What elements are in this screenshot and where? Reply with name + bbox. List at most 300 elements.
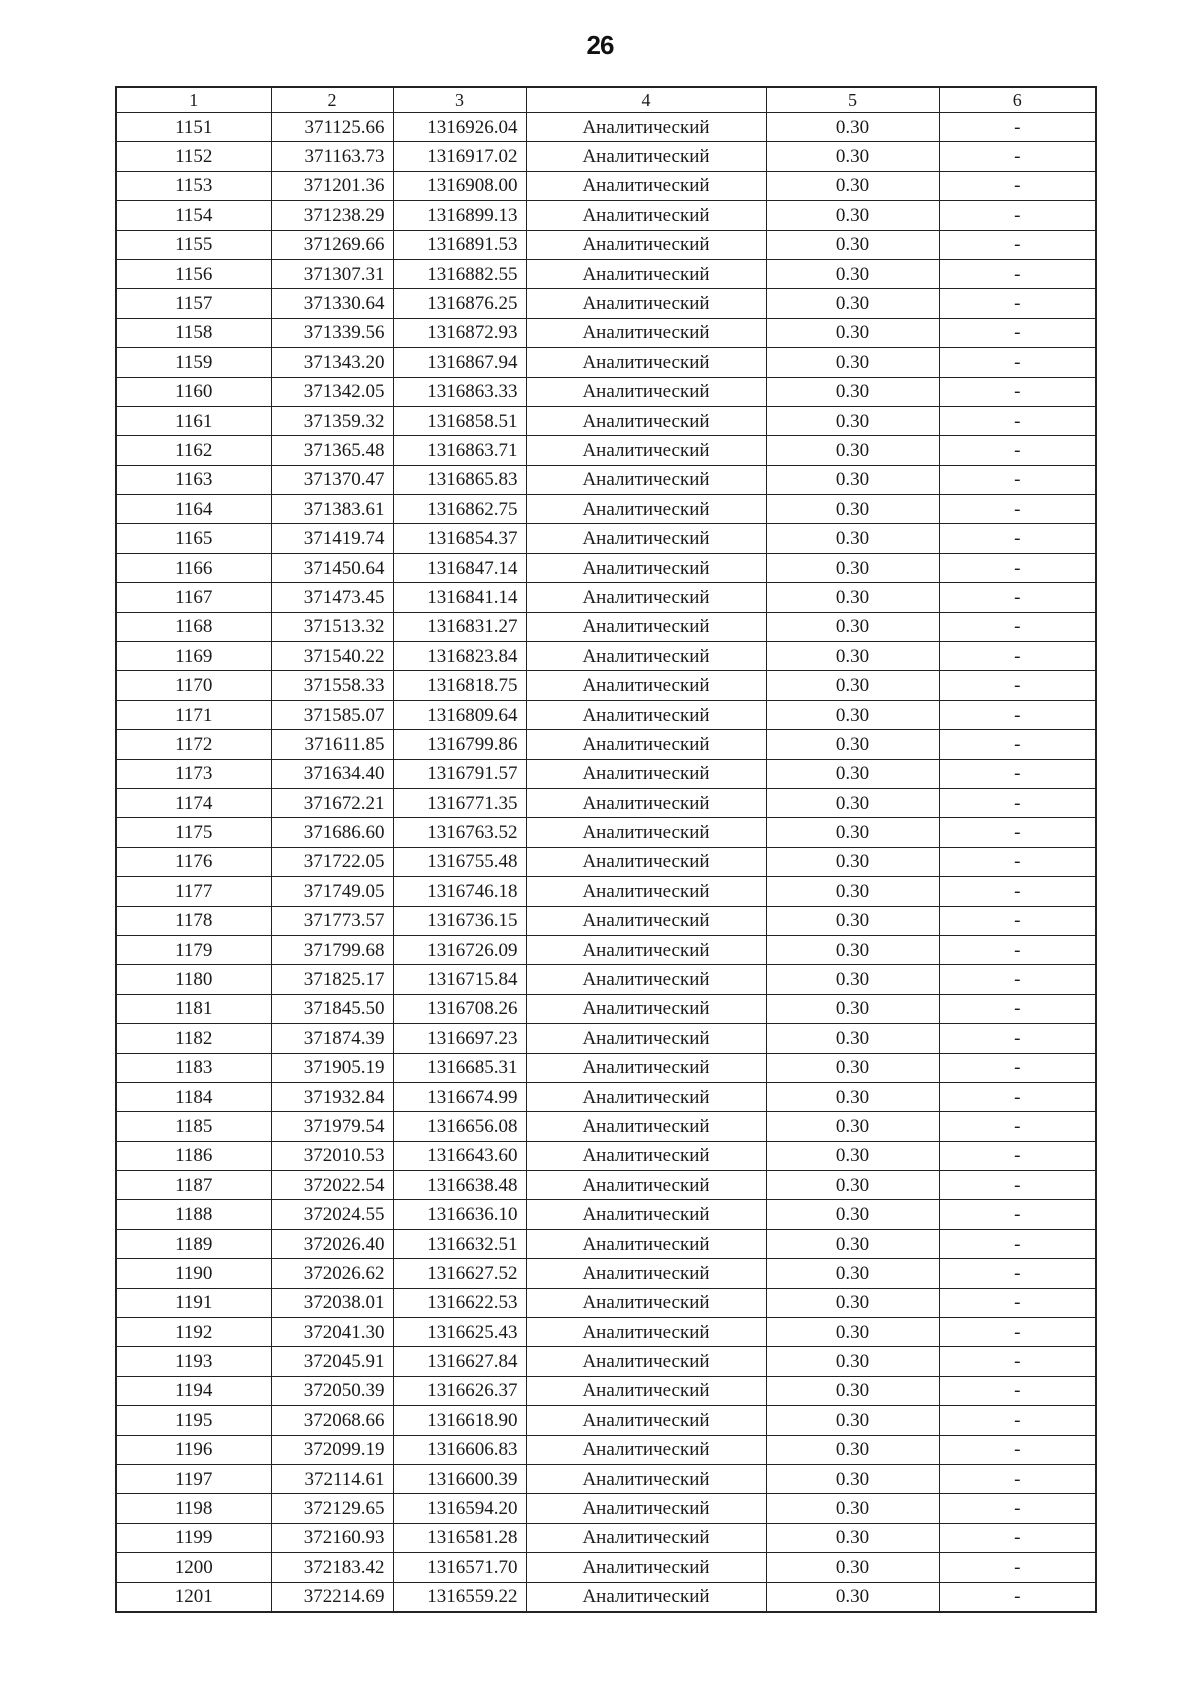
method-cell: Аналитический bbox=[526, 1082, 766, 1111]
method-cell: Аналитический bbox=[526, 259, 766, 288]
method-cell: Аналитический bbox=[526, 318, 766, 347]
point-number-cell: 1193 bbox=[116, 1347, 271, 1376]
point-number-cell: 1170 bbox=[116, 671, 271, 700]
accuracy-cell: 0.30 bbox=[766, 965, 939, 994]
description-cell: - bbox=[939, 201, 1096, 230]
accuracy-cell: 0.30 bbox=[766, 671, 939, 700]
description-cell: - bbox=[939, 259, 1096, 288]
method-cell: Аналитический bbox=[526, 553, 766, 582]
method-cell: Аналитический bbox=[526, 1523, 766, 1552]
accuracy-cell: 0.30 bbox=[766, 818, 939, 847]
description-cell: - bbox=[939, 642, 1096, 671]
description-cell: - bbox=[939, 612, 1096, 641]
table-row bbox=[116, 1553, 1096, 1582]
y-coordinate-cell: 1316799.86 bbox=[393, 730, 526, 759]
table-row bbox=[116, 553, 1096, 582]
description-cell: - bbox=[939, 1435, 1096, 1464]
point-number-cell: 1151 bbox=[116, 113, 271, 142]
description-cell: - bbox=[939, 348, 1096, 377]
point-number-cell: 1172 bbox=[116, 730, 271, 759]
y-coordinate-cell: 1316882.55 bbox=[393, 259, 526, 288]
point-number-cell: 1174 bbox=[116, 788, 271, 817]
x-coordinate-cell: 371686.60 bbox=[271, 818, 393, 847]
header-cell-5: 5 bbox=[766, 87, 939, 113]
y-coordinate-cell: 1316854.37 bbox=[393, 524, 526, 553]
x-coordinate-cell: 371585.07 bbox=[271, 700, 393, 729]
table-row bbox=[116, 377, 1096, 406]
point-number-cell: 1175 bbox=[116, 818, 271, 847]
table-row bbox=[116, 671, 1096, 700]
table-row bbox=[116, 1347, 1096, 1376]
y-coordinate-cell: 1316863.33 bbox=[393, 377, 526, 406]
y-coordinate-cell: 1316685.31 bbox=[393, 1053, 526, 1082]
table-row bbox=[116, 289, 1096, 318]
x-coordinate-cell: 371874.39 bbox=[271, 1024, 393, 1053]
description-cell: - bbox=[939, 730, 1096, 759]
y-coordinate-cell: 1316863.71 bbox=[393, 436, 526, 465]
point-number-cell: 1195 bbox=[116, 1406, 271, 1435]
point-number-cell: 1159 bbox=[116, 348, 271, 377]
accuracy-cell: 0.30 bbox=[766, 788, 939, 817]
accuracy-cell: 0.30 bbox=[766, 113, 939, 142]
accuracy-cell: 0.30 bbox=[766, 642, 939, 671]
header-cell-2: 2 bbox=[271, 87, 393, 113]
y-coordinate-cell: 1316872.93 bbox=[393, 318, 526, 347]
y-coordinate-cell: 1316891.53 bbox=[393, 230, 526, 259]
y-coordinate-cell: 1316736.15 bbox=[393, 906, 526, 935]
description-cell: - bbox=[939, 818, 1096, 847]
method-cell: Аналитический bbox=[526, 1582, 766, 1612]
accuracy-cell: 0.30 bbox=[766, 1229, 939, 1258]
method-cell: Аналитический bbox=[526, 1318, 766, 1347]
method-cell: Аналитический bbox=[526, 495, 766, 524]
description-cell: - bbox=[939, 1406, 1096, 1435]
x-coordinate-cell: 371473.45 bbox=[271, 583, 393, 612]
point-number-cell: 1192 bbox=[116, 1318, 271, 1347]
table-row bbox=[116, 1288, 1096, 1317]
x-coordinate-cell: 372038.01 bbox=[271, 1288, 393, 1317]
description-cell: - bbox=[939, 113, 1096, 142]
y-coordinate-cell: 1316636.10 bbox=[393, 1200, 526, 1229]
y-coordinate-cell: 1316627.84 bbox=[393, 1347, 526, 1376]
accuracy-cell: 0.30 bbox=[766, 348, 939, 377]
point-number-cell: 1194 bbox=[116, 1376, 271, 1405]
x-coordinate-cell: 372160.93 bbox=[271, 1523, 393, 1552]
description-cell: - bbox=[939, 289, 1096, 318]
accuracy-cell: 0.30 bbox=[766, 700, 939, 729]
y-coordinate-cell: 1316755.48 bbox=[393, 847, 526, 876]
description-cell: - bbox=[939, 1347, 1096, 1376]
accuracy-cell: 0.30 bbox=[766, 1053, 939, 1082]
point-number-cell: 1178 bbox=[116, 906, 271, 935]
point-number-cell: 1187 bbox=[116, 1171, 271, 1200]
accuracy-cell: 0.30 bbox=[766, 259, 939, 288]
method-cell: Аналитический bbox=[526, 1229, 766, 1258]
y-coordinate-cell: 1316626.37 bbox=[393, 1376, 526, 1405]
accuracy-cell: 0.30 bbox=[766, 436, 939, 465]
description-cell: - bbox=[939, 142, 1096, 171]
accuracy-cell: 0.30 bbox=[766, 759, 939, 788]
accuracy-cell: 0.30 bbox=[766, 553, 939, 582]
y-coordinate-cell: 1316674.99 bbox=[393, 1082, 526, 1111]
method-cell: Аналитический bbox=[526, 230, 766, 259]
accuracy-cell: 0.30 bbox=[766, 994, 939, 1023]
point-number-cell: 1183 bbox=[116, 1053, 271, 1082]
x-coordinate-cell: 372045.91 bbox=[271, 1347, 393, 1376]
description-cell: - bbox=[939, 318, 1096, 347]
x-coordinate-cell: 371125.66 bbox=[271, 113, 393, 142]
method-cell: Аналитический bbox=[526, 730, 766, 759]
accuracy-cell: 0.30 bbox=[766, 1141, 939, 1170]
method-cell: Аналитический bbox=[526, 671, 766, 700]
accuracy-cell: 0.30 bbox=[766, 1435, 939, 1464]
accuracy-cell: 0.30 bbox=[766, 495, 939, 524]
point-number-cell: 1200 bbox=[116, 1553, 271, 1582]
accuracy-cell: 0.30 bbox=[766, 730, 939, 759]
x-coordinate-cell: 371513.32 bbox=[271, 612, 393, 641]
accuracy-cell: 0.30 bbox=[766, 1376, 939, 1405]
description-cell: - bbox=[939, 1582, 1096, 1612]
point-number-cell: 1171 bbox=[116, 700, 271, 729]
method-cell: Аналитический bbox=[526, 1435, 766, 1464]
method-cell: Аналитический bbox=[526, 1376, 766, 1405]
y-coordinate-cell: 1316594.20 bbox=[393, 1494, 526, 1523]
accuracy-cell: 0.30 bbox=[766, 1318, 939, 1347]
x-coordinate-cell: 371672.21 bbox=[271, 788, 393, 817]
accuracy-cell: 0.30 bbox=[766, 847, 939, 876]
y-coordinate-cell: 1316697.23 bbox=[393, 1024, 526, 1053]
point-number-cell: 1167 bbox=[116, 583, 271, 612]
table-body bbox=[116, 113, 1096, 1612]
method-cell: Аналитический bbox=[526, 906, 766, 935]
method-cell: Аналитический bbox=[526, 377, 766, 406]
table-row bbox=[116, 1406, 1096, 1435]
method-cell: Аналитический bbox=[526, 436, 766, 465]
method-cell: Аналитический bbox=[526, 1024, 766, 1053]
x-coordinate-cell: 371845.50 bbox=[271, 994, 393, 1023]
point-number-cell: 1152 bbox=[116, 142, 271, 171]
method-cell: Аналитический bbox=[526, 788, 766, 817]
point-number-cell: 1157 bbox=[116, 289, 271, 318]
x-coordinate-cell: 371722.05 bbox=[271, 847, 393, 876]
method-cell: Аналитический bbox=[526, 994, 766, 1023]
method-cell: Аналитический bbox=[526, 759, 766, 788]
x-coordinate-cell: 372041.30 bbox=[271, 1318, 393, 1347]
x-coordinate-cell: 372183.42 bbox=[271, 1553, 393, 1582]
method-cell: Аналитический bbox=[526, 1053, 766, 1082]
header-row bbox=[116, 87, 1096, 113]
description-cell: - bbox=[939, 524, 1096, 553]
point-number-cell: 1177 bbox=[116, 877, 271, 906]
point-number-cell: 1196 bbox=[116, 1435, 271, 1464]
description-cell: - bbox=[939, 965, 1096, 994]
method-cell: Аналитический bbox=[526, 935, 766, 964]
table-row bbox=[116, 495, 1096, 524]
x-coordinate-cell: 371343.20 bbox=[271, 348, 393, 377]
description-cell: - bbox=[939, 1141, 1096, 1170]
description-cell: - bbox=[939, 465, 1096, 494]
x-coordinate-cell: 372214.69 bbox=[271, 1582, 393, 1612]
point-number-cell: 1181 bbox=[116, 994, 271, 1023]
method-cell: Аналитический bbox=[526, 1141, 766, 1170]
description-cell: - bbox=[939, 700, 1096, 729]
point-number-cell: 1176 bbox=[116, 847, 271, 876]
accuracy-cell: 0.30 bbox=[766, 877, 939, 906]
point-number-cell: 1158 bbox=[116, 318, 271, 347]
accuracy-cell: 0.30 bbox=[766, 583, 939, 612]
table-row bbox=[116, 201, 1096, 230]
accuracy-cell: 0.30 bbox=[766, 1406, 939, 1435]
x-coordinate-cell: 372026.40 bbox=[271, 1229, 393, 1258]
x-coordinate-cell: 371749.05 bbox=[271, 877, 393, 906]
description-cell: - bbox=[939, 877, 1096, 906]
header-cell-4: 4 bbox=[526, 87, 766, 113]
table-row bbox=[116, 1435, 1096, 1464]
point-number-cell: 1165 bbox=[116, 524, 271, 553]
description-cell: - bbox=[939, 583, 1096, 612]
description-cell: - bbox=[939, 994, 1096, 1023]
x-coordinate-cell: 371307.31 bbox=[271, 259, 393, 288]
y-coordinate-cell: 1316746.18 bbox=[393, 877, 526, 906]
method-cell: Аналитический bbox=[526, 847, 766, 876]
y-coordinate-cell: 1316726.09 bbox=[393, 935, 526, 964]
table-row bbox=[116, 348, 1096, 377]
accuracy-cell: 0.30 bbox=[766, 1024, 939, 1053]
method-cell: Аналитический bbox=[526, 1112, 766, 1141]
x-coordinate-cell: 371163.73 bbox=[271, 142, 393, 171]
table-row bbox=[116, 700, 1096, 729]
table-row bbox=[116, 759, 1096, 788]
table-row bbox=[116, 1259, 1096, 1288]
method-cell: Аналитический bbox=[526, 965, 766, 994]
point-number-cell: 1164 bbox=[116, 495, 271, 524]
point-number-cell: 1199 bbox=[116, 1523, 271, 1552]
table-header bbox=[116, 87, 1096, 113]
y-coordinate-cell: 1316926.04 bbox=[393, 113, 526, 142]
table-row bbox=[116, 230, 1096, 259]
y-coordinate-cell: 1316600.39 bbox=[393, 1464, 526, 1493]
y-coordinate-cell: 1316656.08 bbox=[393, 1112, 526, 1141]
accuracy-cell: 0.30 bbox=[766, 1582, 939, 1612]
x-coordinate-cell: 371558.33 bbox=[271, 671, 393, 700]
table-row bbox=[116, 259, 1096, 288]
description-cell: - bbox=[939, 671, 1096, 700]
y-coordinate-cell: 1316831.27 bbox=[393, 612, 526, 641]
accuracy-cell: 0.30 bbox=[766, 1171, 939, 1200]
method-cell: Аналитический bbox=[526, 1200, 766, 1229]
y-coordinate-cell: 1316862.75 bbox=[393, 495, 526, 524]
x-coordinate-cell: 372114.61 bbox=[271, 1464, 393, 1493]
x-coordinate-cell: 371540.22 bbox=[271, 642, 393, 671]
method-cell: Аналитический bbox=[526, 700, 766, 729]
method-cell: Аналитический bbox=[526, 1553, 766, 1582]
y-coordinate-cell: 1316763.52 bbox=[393, 818, 526, 847]
y-coordinate-cell: 1316858.51 bbox=[393, 406, 526, 435]
table-row bbox=[116, 935, 1096, 964]
y-coordinate-cell: 1316899.13 bbox=[393, 201, 526, 230]
description-cell: - bbox=[939, 1523, 1096, 1552]
point-number-cell: 1186 bbox=[116, 1141, 271, 1170]
description-cell: - bbox=[939, 1318, 1096, 1347]
method-cell: Аналитический bbox=[526, 1288, 766, 1317]
description-cell: - bbox=[939, 1024, 1096, 1053]
method-cell: Аналитический bbox=[526, 642, 766, 671]
coordinates-table bbox=[115, 86, 1097, 1613]
table-row bbox=[116, 818, 1096, 847]
accuracy-cell: 0.30 bbox=[766, 1259, 939, 1288]
point-number-cell: 1160 bbox=[116, 377, 271, 406]
point-number-cell: 1156 bbox=[116, 259, 271, 288]
accuracy-cell: 0.30 bbox=[766, 1553, 939, 1582]
description-cell: - bbox=[939, 495, 1096, 524]
x-coordinate-cell: 372022.54 bbox=[271, 1171, 393, 1200]
description-cell: - bbox=[939, 906, 1096, 935]
x-coordinate-cell: 371419.74 bbox=[271, 524, 393, 553]
table-row bbox=[116, 1582, 1096, 1612]
table-row bbox=[116, 318, 1096, 347]
accuracy-cell: 0.30 bbox=[766, 1494, 939, 1523]
y-coordinate-cell: 1316632.51 bbox=[393, 1229, 526, 1258]
accuracy-cell: 0.30 bbox=[766, 171, 939, 200]
description-cell: - bbox=[939, 847, 1096, 876]
x-coordinate-cell: 371979.54 bbox=[271, 1112, 393, 1141]
y-coordinate-cell: 1316627.52 bbox=[393, 1259, 526, 1288]
point-number-cell: 1154 bbox=[116, 201, 271, 230]
method-cell: Аналитический bbox=[526, 289, 766, 318]
method-cell: Аналитический bbox=[526, 1494, 766, 1523]
y-coordinate-cell: 1316791.57 bbox=[393, 759, 526, 788]
point-number-cell: 1173 bbox=[116, 759, 271, 788]
point-number-cell: 1190 bbox=[116, 1259, 271, 1288]
x-coordinate-cell: 371799.68 bbox=[271, 935, 393, 964]
table-row bbox=[116, 436, 1096, 465]
accuracy-cell: 0.30 bbox=[766, 1112, 939, 1141]
table-row bbox=[116, 994, 1096, 1023]
x-coordinate-cell: 371238.29 bbox=[271, 201, 393, 230]
point-number-cell: 1198 bbox=[116, 1494, 271, 1523]
header-cell-3: 3 bbox=[393, 87, 526, 113]
table-row bbox=[116, 1229, 1096, 1258]
point-number-cell: 1184 bbox=[116, 1082, 271, 1111]
y-coordinate-cell: 1316823.84 bbox=[393, 642, 526, 671]
accuracy-cell: 0.30 bbox=[766, 1464, 939, 1493]
table-row bbox=[116, 1464, 1096, 1493]
accuracy-cell: 0.30 bbox=[766, 1200, 939, 1229]
point-number-cell: 1155 bbox=[116, 230, 271, 259]
description-cell: - bbox=[939, 1259, 1096, 1288]
table-row bbox=[116, 1082, 1096, 1111]
accuracy-cell: 0.30 bbox=[766, 289, 939, 318]
table-row bbox=[116, 730, 1096, 759]
point-number-cell: 1163 bbox=[116, 465, 271, 494]
y-coordinate-cell: 1316571.70 bbox=[393, 1553, 526, 1582]
table-row bbox=[116, 612, 1096, 641]
table-row bbox=[116, 1141, 1096, 1170]
y-coordinate-cell: 1316876.25 bbox=[393, 289, 526, 318]
x-coordinate-cell: 371383.61 bbox=[271, 495, 393, 524]
description-cell: - bbox=[939, 1200, 1096, 1229]
description-cell: - bbox=[939, 1229, 1096, 1258]
description-cell: - bbox=[939, 230, 1096, 259]
table-row bbox=[116, 142, 1096, 171]
accuracy-cell: 0.30 bbox=[766, 612, 939, 641]
table-row bbox=[116, 1494, 1096, 1523]
description-cell: - bbox=[939, 171, 1096, 200]
point-number-cell: 1182 bbox=[116, 1024, 271, 1053]
y-coordinate-cell: 1316908.00 bbox=[393, 171, 526, 200]
table-row bbox=[116, 847, 1096, 876]
point-number-cell: 1162 bbox=[116, 436, 271, 465]
point-number-cell: 1161 bbox=[116, 406, 271, 435]
table-row bbox=[116, 788, 1096, 817]
y-coordinate-cell: 1316559.22 bbox=[393, 1582, 526, 1612]
table-row bbox=[116, 524, 1096, 553]
accuracy-cell: 0.30 bbox=[766, 318, 939, 347]
description-cell: - bbox=[939, 788, 1096, 817]
method-cell: Аналитический bbox=[526, 1464, 766, 1493]
point-number-cell: 1197 bbox=[116, 1464, 271, 1493]
x-coordinate-cell: 371330.64 bbox=[271, 289, 393, 318]
table-row bbox=[116, 1523, 1096, 1552]
table-row bbox=[116, 965, 1096, 994]
x-coordinate-cell: 372068.66 bbox=[271, 1406, 393, 1435]
table-row bbox=[116, 1200, 1096, 1229]
table-row bbox=[116, 113, 1096, 142]
accuracy-cell: 0.30 bbox=[766, 935, 939, 964]
accuracy-cell: 0.30 bbox=[766, 906, 939, 935]
header-cell-6: 6 bbox=[939, 87, 1096, 113]
table-row bbox=[116, 1376, 1096, 1405]
description-cell: - bbox=[939, 377, 1096, 406]
y-coordinate-cell: 1316622.53 bbox=[393, 1288, 526, 1317]
point-number-cell: 1168 bbox=[116, 612, 271, 641]
x-coordinate-cell: 371201.36 bbox=[271, 171, 393, 200]
x-coordinate-cell: 371634.40 bbox=[271, 759, 393, 788]
table-row bbox=[116, 465, 1096, 494]
accuracy-cell: 0.30 bbox=[766, 1082, 939, 1111]
description-cell: - bbox=[939, 406, 1096, 435]
description-cell: - bbox=[939, 1494, 1096, 1523]
y-coordinate-cell: 1316818.75 bbox=[393, 671, 526, 700]
table-row bbox=[116, 1171, 1096, 1200]
table-row bbox=[116, 1112, 1096, 1141]
table-row bbox=[116, 406, 1096, 435]
description-cell: - bbox=[939, 1053, 1096, 1082]
method-cell: Аналитический bbox=[526, 171, 766, 200]
table-row bbox=[116, 642, 1096, 671]
table-row bbox=[116, 1053, 1096, 1082]
y-coordinate-cell: 1316917.02 bbox=[393, 142, 526, 171]
y-coordinate-cell: 1316809.64 bbox=[393, 700, 526, 729]
method-cell: Аналитический bbox=[526, 348, 766, 377]
description-cell: - bbox=[939, 935, 1096, 964]
description-cell: - bbox=[939, 1376, 1096, 1405]
y-coordinate-cell: 1316638.48 bbox=[393, 1171, 526, 1200]
point-number-cell: 1191 bbox=[116, 1288, 271, 1317]
table-row bbox=[116, 1318, 1096, 1347]
x-coordinate-cell: 371269.66 bbox=[271, 230, 393, 259]
description-cell: - bbox=[939, 759, 1096, 788]
method-cell: Аналитический bbox=[526, 142, 766, 171]
method-cell: Аналитический bbox=[526, 877, 766, 906]
x-coordinate-cell: 371611.85 bbox=[271, 730, 393, 759]
y-coordinate-cell: 1316643.60 bbox=[393, 1141, 526, 1170]
y-coordinate-cell: 1316581.28 bbox=[393, 1523, 526, 1552]
x-coordinate-cell: 371365.48 bbox=[271, 436, 393, 465]
point-number-cell: 1201 bbox=[116, 1582, 271, 1612]
y-coordinate-cell: 1316865.83 bbox=[393, 465, 526, 494]
x-coordinate-cell: 372024.55 bbox=[271, 1200, 393, 1229]
